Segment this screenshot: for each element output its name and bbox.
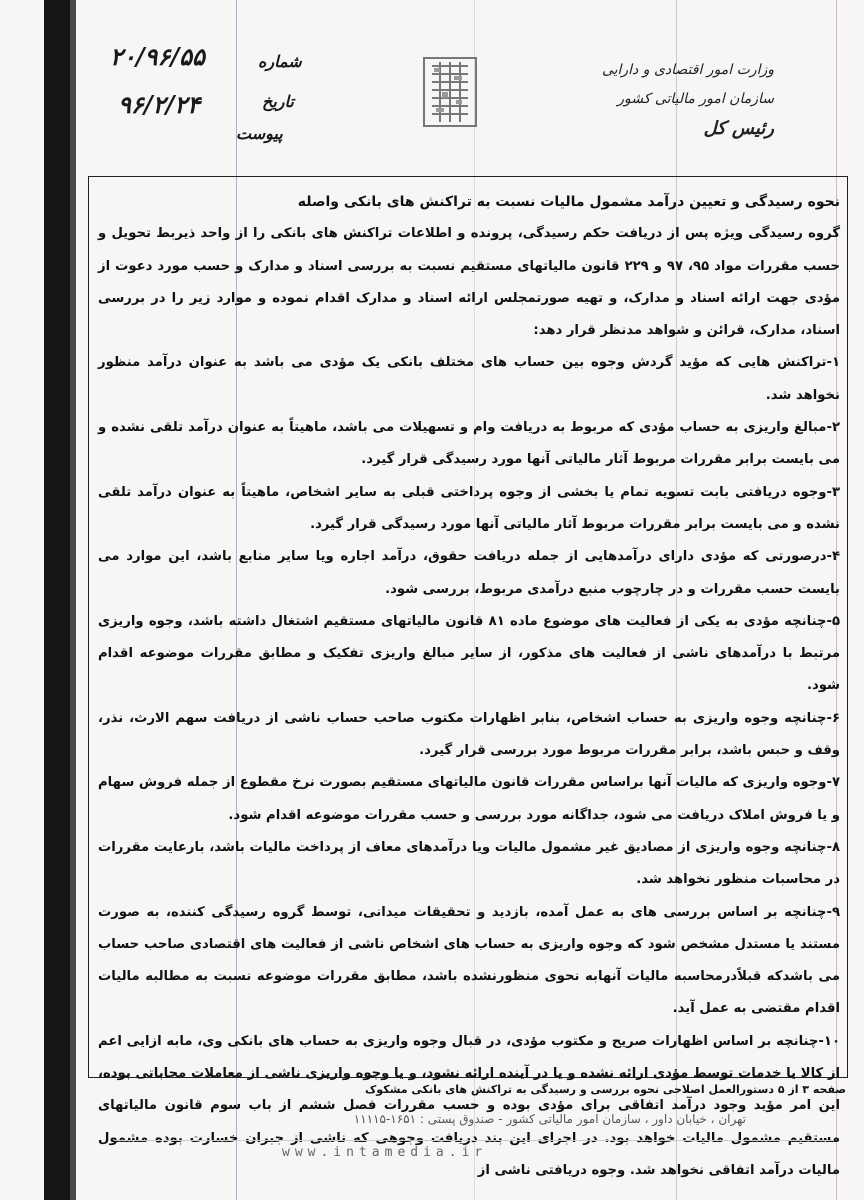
organization-name: سازمان امور مالیاتی کشور [617,91,774,107]
intro-paragraph: گروه رسیدگی ویژه پس از دریافت حکم رسیدگی، پرونده و اطلاعات تراکنش های بانکی را از واحد ذیربط تحویل و حسب مقررات مواد ۹۵، ۹۷ و ۲۲۹ قانون مالیاتهای مستقیم نسبت به بررسی اسناد و مدارک و حسب مورد دعوت از مؤدی جهت ارائه اسناد و مدارک، و تهیه صورتمجلس ارائه اسناد و مدارک اقدام نموده و موارد زیر را در بررسی اسناد، مدارک، قرائن و شواهد مدنظر قرار دهد: [98,226,840,339]
scan-edge-shadow [70,0,76,1200]
page-reference: صفحه ۳ از ۵ دستورالعمل اصلاحی نحوه بررسی و رسیدگی به تراکنش های بانکی مشکوک [365,1083,846,1096]
clause-item: ۷-وجوه واریزی که مالیات آنها براساس مقررات قانون مالیاتهای مستقیم بصورت نرخ مقطوع از جمله فروش سهام و یا فروش املاک دریافت می شود، جداگانه مورد بررسی و حسب مقررات موضوعه اقدام شود. [98,775,840,823]
document-body [98,186,840,1187]
clause-item: ۸-چنانچه وجوه واریزی از مصادیق غیر مشمول مالیات ویا درآمدهای معاف از پرداخت مالیات باشد، بارعایت مقررات در محاسبات منظور نخواهد شد. [98,839,840,888]
clause-item: ۹-چنانچه بر اساس بررسی های به عمل آمده، بازدید و تحقیقات میدانی، توسط گروه رسیدگی کننده، به صورت مستند یا مستدل مشخص شود که وجوه واریزی به حساب های اشخاص ناشی از فعالیت های اقتصادی صاحب حساب می باشدکه قبلاًدرمحاسبه مالیات آنهابه نحوی منظورنشده باشد، مطابق مقررات موضوعه نسبت به مطالبه مالیات اقدام مقتضی به عمل آید. [98,904,840,1017]
clause-item: ۱۰-چنانچه بر اساس اظهارات صریح و مکتوب مؤدی، در قبال وجوه واریزی به حساب های بانکی وی، مابه ازایی اعم از کالا یا خدمات توسط مؤدی ارائه نشده و یا در آینده ارائه نشود، و یا وجوه واریزی ناشی از معاملات محاباتی بوده، این امر مؤید وجود درآمد اتفاقی برای مؤدی بوده و حسب مقررات فصل ششم از باب سوم قانون مالیاتهای مستقیم مشمول مالیات خواهد بود. در اجرای این بند دریافت وجوهی که ناشی از جبران خسارت بوده مشمول مالیات درآمد اتفاقی نخواهد شد. وجوه دریافتی ناشی از [98,1033,840,1178]
clause-item: ۳-وجوه دریافتی بابت تسویه تمام یا بخشی از وجوه پرداختی قبلی به سایر اشخاص، ماهیتاً به عنوان درآمد تلقی نشده و می بایست برابر مقررات مربوط آثار مالیاتی آنها مورد رسیدگی قرار گیرد. [98,484,840,532]
attachment-label: پیوست [236,124,283,143]
letter-number: ۲۰/۹۶/۵۵ [110,42,205,71]
ministry-name: وزارت امور اقتصادی و دارایی [601,62,774,78]
scan-edge-bar [44,0,70,1200]
clause-item: ۱-تراکنش هایی که مؤید گردش وجوه بین حساب های مختلف بانکی یک مؤدی می باشد به عنوان درآمد منظور نخواهد شد. [98,355,840,403]
date-label: تاریخ [262,92,294,111]
emblem-logo [410,52,490,132]
letter-date: ۹۶/۲/۲۴ [118,90,200,119]
ministry-heading [574,56,774,143]
number-label: شماره [258,52,302,71]
clause-item: ۶-چنانچه وجوه واریزی به حساب اشخاص، بنابر اظهارات مکتوب صاحب حساب ناشی از دریافت سهم الارث، نذر، وقف و حبس باشد، برابر مقررات مربوط مورد بررسی قرار گیرد. [98,710,840,759]
clause-item: ۴-درصورتی که مؤدی دارای درآمدهایی از جمله دریافت حقوق، درآمد اجاره ویا سایر منابع باشد، این موارد می بایست حسب مقررات و در چارچوب منبع درآمدی مربوط، بررسی شود. [98,549,840,597]
footer-website: www.intamedia.ir [282,1145,488,1160]
clause-item: ۲-مبالغ واریزی به حساب مؤدی که مربوط به دریافت وام و تسهیلات می باشد، ماهیتاً به عنوان درآمد تلقی نشده و می بایست برابر مقررات مربوط آثار مالیاتی آنها مورد رسیدگی قرار گیرد. [98,420,840,468]
document-title: نحوه رسیدگی و تعیین درآمد مشمول مالیات نسبت به تراکنش های بانکی واصله [297,194,840,210]
clause-item: ۵-چنانچه مؤدی به یکی از فعالیت های موضوع ماده ۸۱ قانون مالیاتهای مستقیم اشتغال داشته باشد، وجوه واریزی مرتبط با درآمدهای ناشی از فعالیت های مذکور، از سایر مبالغ واریزی تفکیک و مطابق مقررات موضوعه اقدام شود. [98,613,840,694]
chief-title: رئیس کل [703,118,774,139]
footer-address: تهران ، خیابان داور ، سازمان امور مالیاتی کشور - صندوق پستی : ۱۶۵۱-۱۱۱۱۵ [353,1112,746,1126]
footer-divider [114,1140,834,1141]
